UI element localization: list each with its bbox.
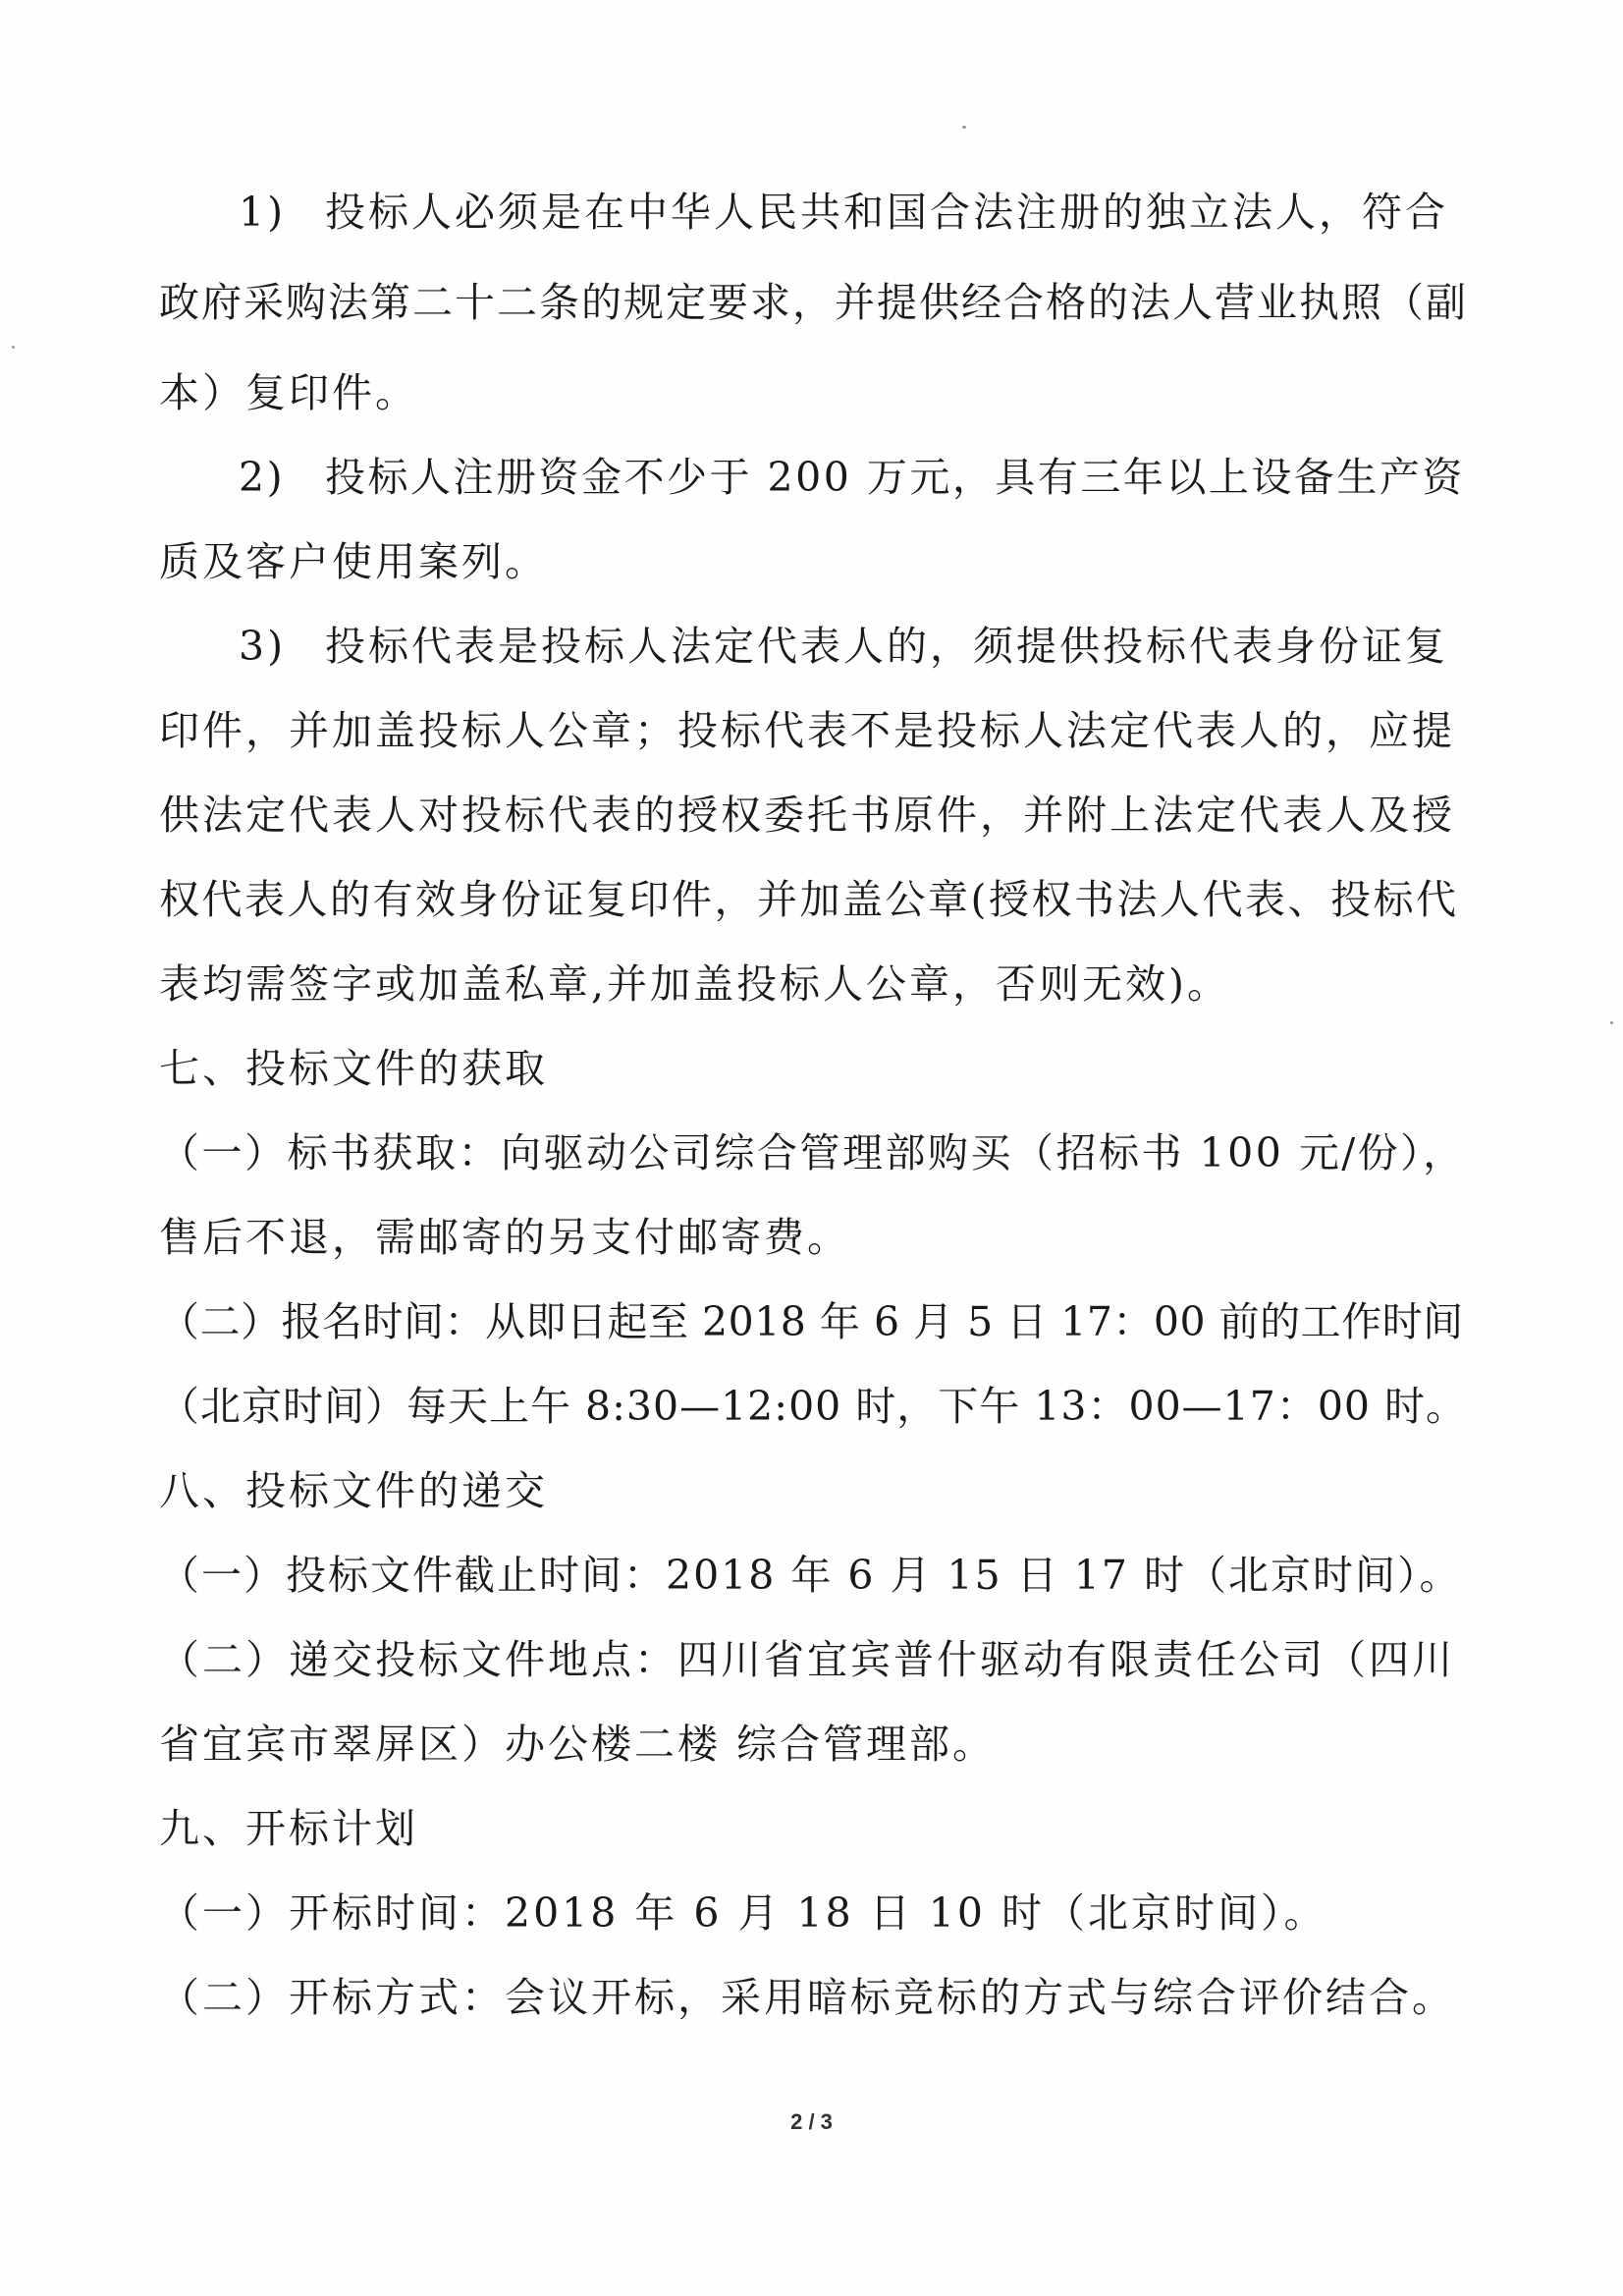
scan-speck — [12, 346, 15, 349]
section-7-heading: 七、投标文件的获取 — [159, 1045, 548, 1092]
section-7-item-2-line-2: （北京时间）每天上午 8:30—12:00 时，下午 13：00—17：00 时。 — [159, 1383, 1468, 1430]
scan-speck — [962, 126, 966, 129]
section-8-item-2-line-2: 省宜宾市翠屏区）办公楼二楼 综合管理部。 — [159, 1721, 997, 1768]
section-9-item-2: （二）开标方式：会议开标，采用暗标竞标的方式与综合评价结合。 — [159, 1974, 1455, 2021]
item-number: 1) — [239, 189, 287, 236]
paragraph-3-line-1 — [239, 617, 1448, 676]
paragraph-3-line-5: 表均需签字或加盖私章,并加盖投标人公章，否则无效)。 — [159, 960, 1231, 1008]
section-8-heading: 八、投标文件的递交 — [159, 1467, 548, 1514]
item-number: 2) — [239, 454, 286, 501]
section-7-item-2-line-1: （二）报名时间：从即日起至 2018 年 6 月 5 日 17：00 前的工作时间 — [159, 1298, 1464, 1345]
paragraph-2-line-2: 质及客户使用案列。 — [159, 538, 548, 585]
paragraph-text: 投标人必须是在中华人民共和国合法注册的独立法人，符合 — [325, 189, 1448, 236]
paragraph-2-line-1 — [239, 448, 1465, 507]
scan-speck — [1610, 1021, 1613, 1024]
section-8-item-2-line-1: （二）递交投标文件地点：四川省宜宾普什驱动有限责任公司（四川 — [159, 1636, 1455, 1683]
paragraph-1-line-3: 本）复印件。 — [159, 369, 418, 416]
paragraph-3-line-3: 供法定代表人对投标代表的授权委托书原件，并附上法定代表人及授 — [159, 792, 1455, 839]
section-9-item-1: （一）开标时间：2018 年 6 月 18 日 10 时（北京时间）。 — [159, 1889, 1327, 1937]
item-number: 3) — [239, 623, 287, 670]
paragraph-1-line-2: 政府采购法第二十二条的规定要求，并提供经合格的法人营业执照（副 — [159, 279, 1468, 326]
paragraph-3-line-4: 权代表人的有效身份证复印件，并加盖公章(授权书法人代表、投标代 — [159, 876, 1459, 923]
section-7-item-1-line-1: （一）标书获取：向驱动公司综合管理部购买（招标书 100 元/份）， — [159, 1129, 1466, 1176]
section-8-item-1: （一）投标文件截止时间：2018 年 6 月 15 日 17 时（北京时间）。 — [159, 1552, 1462, 1599]
paragraph-1-line-1 — [239, 183, 1448, 242]
page-number: 2 / 3 — [790, 2109, 833, 2134]
section-7-item-1-line-2: 售后不退，需邮寄的另支付邮寄费。 — [159, 1214, 850, 1261]
paragraph-3-line-2: 印件，并加盖投标人公章；投标代表不是投标人法定代表人的，应提 — [159, 707, 1455, 754]
paragraph-text: 投标人注册资金不少于 200 万元，具有三年以上设备生产资 — [325, 454, 1465, 501]
paragraph-text: 投标代表是投标人法定代表人的，须提供投标代表身份证复 — [325, 623, 1448, 670]
section-9-heading: 九、开标计划 — [159, 1805, 418, 1852]
